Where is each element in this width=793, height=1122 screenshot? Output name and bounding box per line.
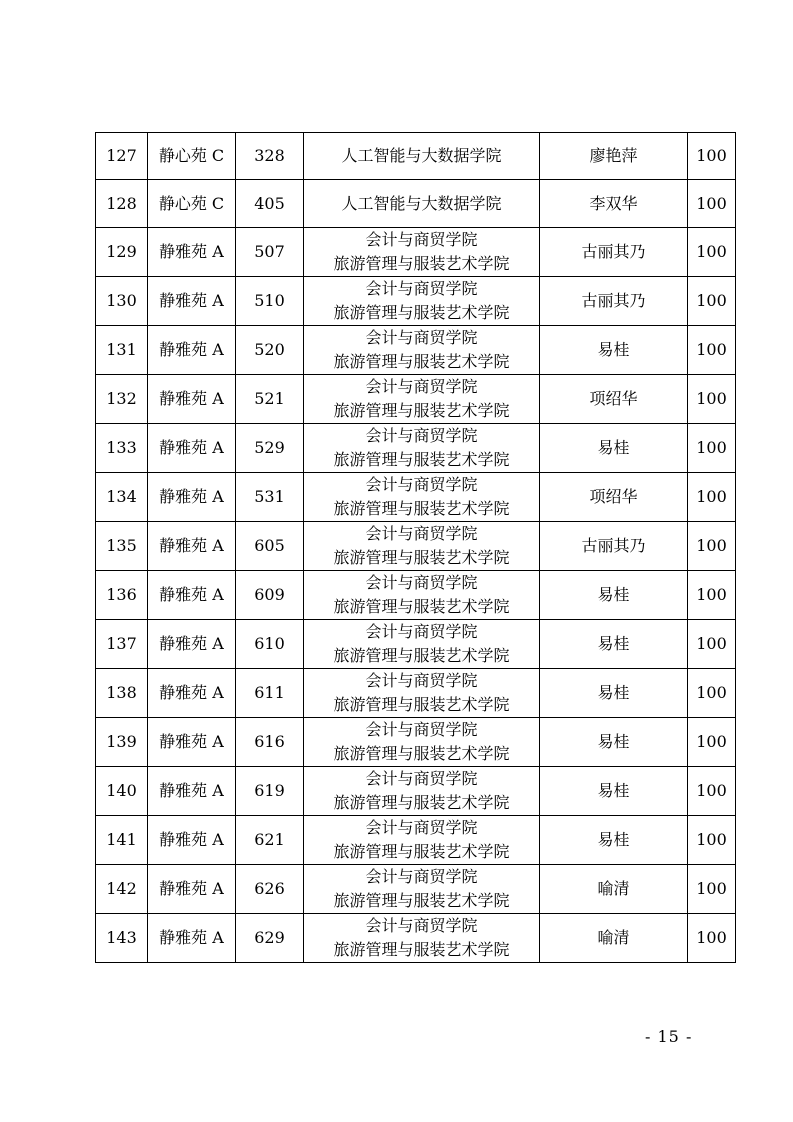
college-line: 会计与商贸学院 [365,671,478,690]
college-line: 会计与商贸学院 [365,475,478,494]
cell-number: 136 [96,571,148,620]
cell-college [304,277,540,326]
cell-score: 100 [688,718,736,767]
cell-score: 100 [688,522,736,571]
cell-name: 易桂 [540,816,688,865]
college-line: 会计与商贸学院 [365,524,478,543]
cell-number: 129 [96,228,148,277]
cell-name: 喻清 [540,865,688,914]
college-line: 会计与商贸学院 [365,867,478,886]
cell-college [304,718,540,767]
college-line: 会计与商贸学院 [365,720,478,739]
table-body [96,133,736,963]
cell-college [304,669,540,718]
cell-number: 127 [96,133,148,180]
cell-building: 静雅苑 A [148,865,236,914]
cell-score: 100 [688,473,736,522]
college-line: 会计与商贸学院 [365,573,478,592]
table-row [96,375,736,424]
cell-college [304,180,540,228]
cell-room: 619 [236,767,304,816]
cell-building: 静雅苑 A [148,277,236,326]
college-line: 旅游管理与服装艺术学院 [333,940,510,959]
cell-room: 621 [236,816,304,865]
cell-college [304,228,540,277]
cell-number: 128 [96,180,148,228]
college-line: 人工智能与大数据学院 [341,146,502,165]
table-row [96,473,736,522]
college-line: 会计与商贸学院 [365,377,478,396]
cell-number: 142 [96,865,148,914]
college-line: 旅游管理与服装艺术学院 [333,450,510,469]
table-row [96,865,736,914]
cell-building: 静心苑 C [148,133,236,180]
table-row [96,326,736,375]
cell-room: 531 [236,473,304,522]
cell-score: 100 [688,767,736,816]
table-row [96,277,736,326]
cell-room: 510 [236,277,304,326]
cell-room: 605 [236,522,304,571]
cell-college [304,133,540,180]
college-line: 旅游管理与服装艺术学院 [333,303,510,322]
college-line: 旅游管理与服装艺术学院 [333,695,510,714]
cell-name: 易桂 [540,326,688,375]
cell-name: 易桂 [540,571,688,620]
cell-score: 100 [688,228,736,277]
cell-score: 100 [688,669,736,718]
cell-room: 529 [236,424,304,473]
cell-number: 132 [96,375,148,424]
college-line: 旅游管理与服装艺术学院 [333,793,510,812]
cell-college [304,522,540,571]
college-line: 旅游管理与服装艺术学院 [333,254,510,273]
college-line: 旅游管理与服装艺术学院 [333,744,510,763]
table-row [96,620,736,669]
cell-number: 139 [96,718,148,767]
cell-score: 100 [688,180,736,228]
cell-room: 629 [236,914,304,963]
college-line: 旅游管理与服装艺术学院 [333,597,510,616]
cell-name: 古丽其乃 [540,522,688,571]
college-line: 旅游管理与服装艺术学院 [333,352,510,371]
cell-college [304,914,540,963]
cell-name: 李双华 [540,180,688,228]
cell-college [304,326,540,375]
cell-college [304,424,540,473]
cell-college [304,375,540,424]
cell-number: 140 [96,767,148,816]
cell-number: 131 [96,326,148,375]
cell-score: 100 [688,326,736,375]
cell-building: 静雅苑 A [148,669,236,718]
cell-name: 古丽其乃 [540,228,688,277]
table-row [96,522,736,571]
table-row [96,424,736,473]
cell-name: 易桂 [540,669,688,718]
cell-name: 廖艳萍 [540,133,688,180]
table-row [96,669,736,718]
cell-name: 易桂 [540,424,688,473]
table-row [96,571,736,620]
cell-building: 静雅苑 A [148,718,236,767]
cell-building: 静雅苑 A [148,424,236,473]
cell-room: 611 [236,669,304,718]
college-line: 会计与商贸学院 [365,818,478,837]
cell-name: 古丽其乃 [540,277,688,326]
table-row [96,180,736,228]
cell-room: 609 [236,571,304,620]
table-row [96,816,736,865]
cell-number: 135 [96,522,148,571]
cell-score: 100 [688,375,736,424]
cell-room: 610 [236,620,304,669]
cell-college [304,620,540,669]
cell-building: 静雅苑 A [148,620,236,669]
cell-score: 100 [688,133,736,180]
cell-room: 521 [236,375,304,424]
cell-room: 520 [236,326,304,375]
cell-name: 易桂 [540,718,688,767]
cell-score: 100 [688,865,736,914]
college-line: 会计与商贸学院 [365,622,478,641]
college-line: 旅游管理与服装艺术学院 [333,842,510,861]
college-line: 旅游管理与服装艺术学院 [333,891,510,910]
college-line: 会计与商贸学院 [365,916,478,935]
college-line: 旅游管理与服装艺术学院 [333,646,510,665]
cell-college [304,571,540,620]
cell-building: 静雅苑 A [148,473,236,522]
cell-score: 100 [688,816,736,865]
cell-score: 100 [688,424,736,473]
cell-building: 静雅苑 A [148,228,236,277]
cell-number: 143 [96,914,148,963]
cell-building: 静雅苑 A [148,767,236,816]
table-row [96,718,736,767]
cell-room: 626 [236,865,304,914]
cell-college [304,767,540,816]
cell-score: 100 [688,277,736,326]
college-line: 会计与商贸学院 [365,426,478,445]
cell-number: 134 [96,473,148,522]
cell-room: 507 [236,228,304,277]
college-line: 旅游管理与服装艺术学院 [333,401,510,420]
cell-name: 易桂 [540,767,688,816]
cell-score: 100 [688,571,736,620]
college-line: 会计与商贸学院 [365,328,478,347]
table-row [96,914,736,963]
cell-room: 616 [236,718,304,767]
cell-number: 133 [96,424,148,473]
cell-building: 静雅苑 A [148,914,236,963]
college-line: 会计与商贸学院 [365,279,478,298]
cell-number: 138 [96,669,148,718]
college-line: 会计与商贸学院 [365,769,478,788]
cell-score: 100 [688,914,736,963]
cell-name: 喻清 [540,914,688,963]
college-line: 旅游管理与服装艺术学院 [333,548,510,567]
cell-number: 130 [96,277,148,326]
college-line: 人工智能与大数据学院 [341,193,502,213]
cell-score: 100 [688,620,736,669]
inspection-table [95,132,736,963]
cell-college [304,865,540,914]
cell-name: 项绍华 [540,375,688,424]
table-row [96,767,736,816]
cell-number: 141 [96,816,148,865]
college-line: 会计与商贸学院 [365,230,478,249]
cell-building: 静雅苑 A [148,522,236,571]
cell-number: 137 [96,620,148,669]
cell-building: 静心苑 C [148,180,236,228]
cell-college [304,473,540,522]
cell-building: 静雅苑 A [148,816,236,865]
cell-name: 项绍华 [540,473,688,522]
cell-room: 405 [236,180,304,228]
cell-room: 328 [236,133,304,180]
cell-college [304,816,540,865]
table-row [96,228,736,277]
cell-name: 易桂 [540,620,688,669]
page-number: - 15 - [645,1027,693,1046]
table-row [96,133,736,180]
cell-building: 静雅苑 A [148,375,236,424]
cell-building: 静雅苑 A [148,571,236,620]
cell-building: 静雅苑 A [148,326,236,375]
college-line: 旅游管理与服装艺术学院 [333,499,510,518]
